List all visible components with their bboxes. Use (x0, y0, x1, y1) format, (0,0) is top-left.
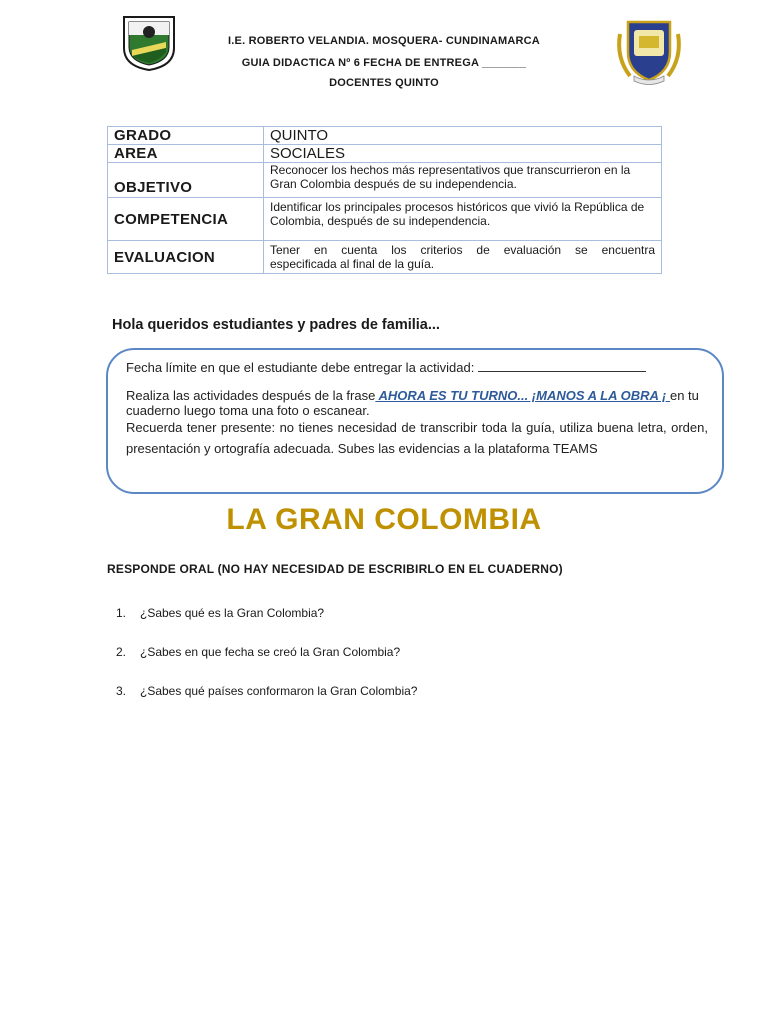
instructions-before: Realiza las actividades después de la frase (126, 388, 376, 403)
main-title: LA GRAN COLOMBIA (226, 503, 542, 536)
objetivo-label: OBJETIVO (108, 163, 264, 198)
area-value: SOCIALES (264, 145, 662, 163)
greeting-text: Hola queridos estudiantes y padres de familia... (112, 317, 440, 333)
grado-label: GRADO (108, 127, 264, 145)
evaluacion-value (264, 241, 662, 274)
table-row-objetivo (108, 163, 662, 198)
competencia-label: COMPETENCIA (108, 198, 264, 241)
question-text: ¿Sabes qué países conformaron la Gran Colombia? (140, 684, 418, 698)
question-text: ¿Sabes en que fecha se creó la Gran Colombia? (140, 645, 401, 659)
area-label: AREA (108, 145, 264, 163)
deadline-line (126, 360, 708, 375)
question-number: 2. (116, 645, 127, 659)
question-number: 1. (116, 606, 127, 620)
question-item (116, 645, 400, 659)
teachers-header: DOCENTES QUINTO (329, 77, 439, 89)
evaluacion-line-2: especificada al final de la guía. (270, 257, 435, 271)
reminder-paragraph: Recuerda tener presente: no tienes necesidad de transcribir toda la guía, utiliza buena letra, orden, presentación y ortografía adecuada. Subes las evidencias a la plataforma TEAMS (126, 420, 708, 456)
turno-phrase: AHORA ES TU TURNO... ¡MANOS A LA OBRA ¡ (375, 388, 670, 403)
oral-response-heading: RESPONDE ORAL (NO HAY NECESIDAD DE ESCRIBIRLO EN EL CUADERNO) (107, 562, 563, 576)
evaluacion-line-1: Tener en cuenta los criterios de evaluación se encuentra (270, 243, 655, 257)
table-row-evaluacion (108, 241, 662, 274)
table-row-competencia (108, 198, 662, 241)
instructions-paragraph (126, 388, 708, 418)
school-name-header: I.E. ROBERTO VELANDIA. MOSQUERA- CUNDINAMARCA (228, 35, 540, 47)
competencia-value: Identificar los principales procesos históricos que vivió la República de Colombia, después de su independencia. (264, 198, 662, 241)
evaluacion-label: EVALUACION (108, 241, 264, 274)
question-item (116, 606, 324, 620)
objetivo-value: Reconocer los hechos más representativos que transcurrieron en la Gran Colombia después de su independencia. (264, 163, 662, 198)
grado-value: QUINTO (264, 127, 662, 145)
deadline-blank (478, 360, 646, 372)
instructions-after: en tu cuaderno luego toma una foto o escanear. (126, 388, 699, 418)
guide-number-header: GUIA DIDACTICA Nº 6 FECHA DE ENTREGA _______ (241, 57, 527, 69)
table-row-area (108, 145, 662, 163)
question-text: ¿Sabes qué es la Gran Colombia? (140, 606, 325, 620)
question-item (116, 684, 417, 698)
deadline-text: Fecha límite en que el estudiante debe entregar la actividad: (126, 360, 475, 375)
table-row-grado (108, 127, 662, 145)
info-table (107, 126, 662, 274)
question-number: 3. (116, 684, 127, 698)
